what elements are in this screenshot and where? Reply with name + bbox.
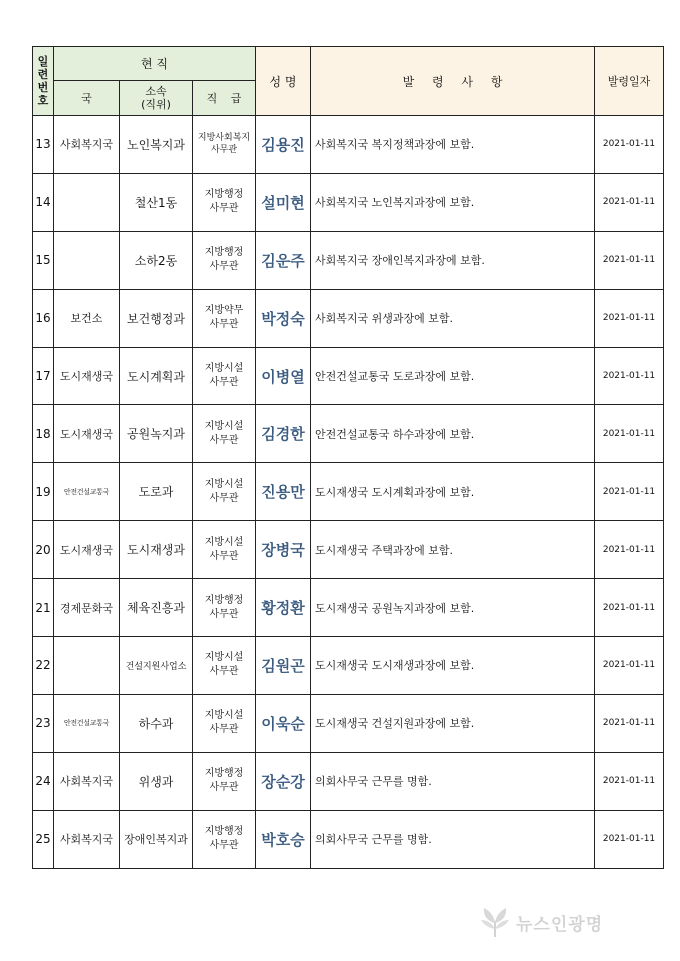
row-date: 2021-01-11: [595, 752, 664, 810]
row-grade: 지방시설 사무관: [193, 694, 256, 752]
row-no: 17: [33, 347, 54, 405]
row-date: 2021-01-11: [595, 173, 664, 231]
table-row: [33, 752, 664, 810]
table-row: [33, 810, 664, 868]
row-unit: 도시재생과: [120, 521, 193, 579]
row-name: 장순강: [256, 752, 311, 810]
appointment-table: [32, 46, 664, 869]
row-dept: 사회복지국: [54, 752, 120, 810]
row-no: 22: [33, 637, 54, 695]
row-no: 21: [33, 579, 54, 637]
row-dept: 도시재생국: [54, 521, 120, 579]
row-grade: 지방시설 사무관: [193, 405, 256, 463]
table-row: [33, 521, 664, 579]
row-order: 도시재생국 주택과장에 보함.: [311, 521, 595, 579]
row-date: 2021-01-11: [595, 463, 664, 521]
row-name: 김운주: [256, 231, 311, 289]
table-row: [33, 637, 664, 695]
row-unit: 위생과: [120, 752, 193, 810]
row-name: 박정숙: [256, 289, 311, 347]
row-order: 사회복지국 노인복지과장에 보함.: [311, 173, 595, 231]
row-no: 19: [33, 463, 54, 521]
row-date: 2021-01-11: [595, 289, 664, 347]
row-name: 이욱순: [256, 694, 311, 752]
row-date: 2021-01-11: [595, 116, 664, 174]
row-no: 25: [33, 810, 54, 868]
row-unit: 하수과: [120, 694, 193, 752]
row-unit: 철산1동: [120, 173, 193, 231]
grade-header: 직 급: [193, 81, 256, 116]
row-order: 의회사무국 근무를 명함.: [311, 752, 595, 810]
serial-no-header: 일 련 번 호: [33, 47, 54, 116]
row-dept: 보건소: [54, 289, 120, 347]
dept-header: 국: [54, 81, 120, 116]
order-header: 발 령 사 항: [311, 47, 595, 116]
row-order: 안전건설교통국 도로과장에 보함.: [311, 347, 595, 405]
row-no: 14: [33, 173, 54, 231]
row-no: 18: [33, 405, 54, 463]
row-name: 설미현: [256, 173, 311, 231]
leaf-logo-icon: [478, 905, 512, 939]
table-row: [33, 579, 664, 637]
row-order: 사회복지국 복지정책과장에 보함.: [311, 116, 595, 174]
row-date: 2021-01-11: [595, 694, 664, 752]
row-order: 사회복지국 장애인복지과장에 보함.: [311, 231, 595, 289]
row-order: 안전건설교통국 하수과장에 보함.: [311, 405, 595, 463]
table-row: [33, 405, 664, 463]
row-date: 2021-01-11: [595, 405, 664, 463]
row-name: 황정환: [256, 579, 311, 637]
row-order: 의회사무국 근무를 명함.: [311, 810, 595, 868]
row-name: 진용만: [256, 463, 311, 521]
row-order: 도시재생국 도시계획과장에 보함.: [311, 463, 595, 521]
row-date: 2021-01-11: [595, 347, 664, 405]
row-dept: [54, 173, 120, 231]
row-grade: 지방시설 사무관: [193, 637, 256, 695]
row-unit: 공원녹지과: [120, 405, 193, 463]
row-unit: 도로과: [120, 463, 193, 521]
row-order: 도시재생국 공원녹지과장에 보함.: [311, 579, 595, 637]
row-grade: 지방약무 사무관: [193, 289, 256, 347]
table-header: [33, 47, 664, 116]
row-no: 20: [33, 521, 54, 579]
watermark: [478, 904, 648, 940]
row-order: 사회복지국 위생과장에 보함.: [311, 289, 595, 347]
row-name: 김원곤: [256, 637, 311, 695]
row-name: 김용진: [256, 116, 311, 174]
table-row: [33, 173, 664, 231]
row-order: 도시재생국 건설지원과장에 보함.: [311, 694, 595, 752]
row-unit: 보건행정과: [120, 289, 193, 347]
row-no: 23: [33, 694, 54, 752]
table-row: [33, 694, 664, 752]
row-grade: 지방행정 사무관: [193, 173, 256, 231]
row-grade: 지방사회복지 사무관: [193, 116, 256, 174]
row-no: 16: [33, 289, 54, 347]
row-grade: 지방행정 사무관: [193, 579, 256, 637]
row-unit: 도시계획과: [120, 347, 193, 405]
date-header: 발령일자: [595, 47, 664, 116]
row-date: 2021-01-11: [595, 579, 664, 637]
row-name: 장병국: [256, 521, 311, 579]
row-unit: 장애인복지과: [120, 810, 193, 868]
row-dept: 사회복지국: [54, 116, 120, 174]
row-grade: 지방행정 사무관: [193, 752, 256, 810]
unit-header: 소속 (직위): [120, 81, 193, 116]
row-dept: 안전건설교통국: [54, 694, 120, 752]
row-order: 도시재생국 도시재생과장에 보함.: [311, 637, 595, 695]
row-grade: 지방시설 사무관: [193, 463, 256, 521]
watermark-text: 뉴스인광명: [516, 914, 604, 935]
row-unit: 체육진흥과: [120, 579, 193, 637]
row-dept: [54, 231, 120, 289]
row-date: 2021-01-11: [595, 810, 664, 868]
row-unit: 건설지원사업소: [120, 637, 193, 695]
row-unit: 소하2동: [120, 231, 193, 289]
row-dept: 도시재생국: [54, 347, 120, 405]
row-date: 2021-01-11: [595, 637, 664, 695]
row-grade: 지방시설 사무관: [193, 521, 256, 579]
current-post-header: 현 직: [54, 47, 256, 81]
row-no: 24: [33, 752, 54, 810]
row-dept: 경제문화국: [54, 579, 120, 637]
row-name: 김경한: [256, 405, 311, 463]
row-unit: 노인복지과: [120, 116, 193, 174]
row-grade: 지방시설 사무관: [193, 347, 256, 405]
row-date: 2021-01-11: [595, 231, 664, 289]
row-name: 박호승: [256, 810, 311, 868]
table-row: [33, 231, 664, 289]
row-dept: 사회복지국: [54, 810, 120, 868]
table-body: [33, 116, 664, 869]
row-dept: 안전건설교통국: [54, 463, 120, 521]
row-dept: [54, 637, 120, 695]
table-row: [33, 289, 664, 347]
row-grade: 지방행정 사무관: [193, 231, 256, 289]
row-no: 15: [33, 231, 54, 289]
row-no: 13: [33, 116, 54, 174]
row-grade: 지방행정 사무관: [193, 810, 256, 868]
name-header: 성 명: [256, 47, 311, 116]
table-row: [33, 347, 664, 405]
table-row: [33, 116, 664, 174]
row-name: 이병열: [256, 347, 311, 405]
table-row: [33, 463, 664, 521]
row-dept: 도시재생국: [54, 405, 120, 463]
row-date: 2021-01-11: [595, 521, 664, 579]
